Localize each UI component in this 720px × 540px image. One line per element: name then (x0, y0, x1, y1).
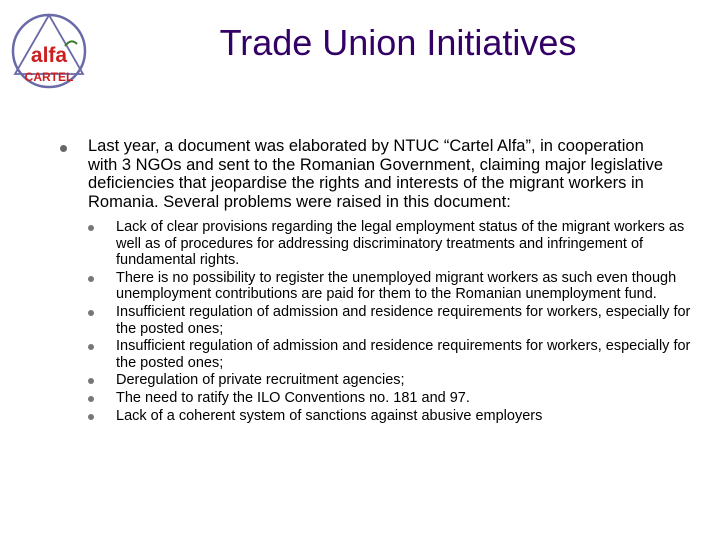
slide-content (60, 137, 700, 425)
main-bullet-text: Last year, a document was elaborated by NTUC “Cartel Alfa”, in cooperation with 3 NGOs and sent to the Romanian Government, claiming major legislative deficiencies that jeopardise the rights and interests of the migrant workers in Romania. Several problems were raised in this document: (88, 137, 664, 211)
sub-bullet-text: There is no possibility to register the unemployed migrant workers as such even though unemployment contributions are paid for them to the Romanian unemployment fund. (116, 269, 677, 303)
sub-bullet-list (88, 219, 700, 424)
sub-bullet-text: Deregulation of private recruitment agencies; (116, 372, 405, 389)
bullet-dot-icon (88, 310, 94, 316)
bullet-dot-icon (88, 344, 94, 350)
slide-title: Trade Union Initiatives (219, 22, 577, 63)
sub-bullet-text: Insufficient regulation of admission and residence requirements for workers, especially for the posted ones; (116, 338, 691, 371)
sub-bullet-item (88, 304, 700, 337)
bullet-dot-icon (88, 396, 94, 402)
sub-bullet-item (88, 408, 700, 425)
sub-bullet-text: Lack of a coherent system of sanctions against abusive employers (116, 407, 543, 424)
sub-bullet-text: Lack of clear provisions regarding the legal employment status of the migrant workers as well as of procedures for addressing discriminatory treatments and infringement of fundamental rights. (116, 219, 685, 269)
svg-text:alfa: alfa (30, 44, 68, 67)
sub-bullet-item (88, 219, 700, 269)
bullet-dot-icon (88, 378, 94, 384)
sub-bullet-item (88, 372, 700, 389)
sub-bullet-item (88, 270, 700, 303)
main-bullet-item (60, 137, 700, 211)
sub-bullet-item (88, 390, 700, 407)
sub-bullet-item (88, 338, 700, 371)
sub-bullet-text: Insufficient regulation of admission and residence requirements for workers, especially for the posted ones; (116, 303, 691, 337)
sub-bullet-text: The need to ratify the ILO Conventions no. 181 and 97. (116, 389, 470, 406)
bullet-dot-icon (88, 276, 94, 282)
bullet-dot-icon (60, 145, 67, 152)
bullet-dot-icon (88, 414, 94, 420)
bullet-dot-icon (88, 225, 94, 231)
svg-text:CARTEL: CARTEL (24, 70, 74, 84)
